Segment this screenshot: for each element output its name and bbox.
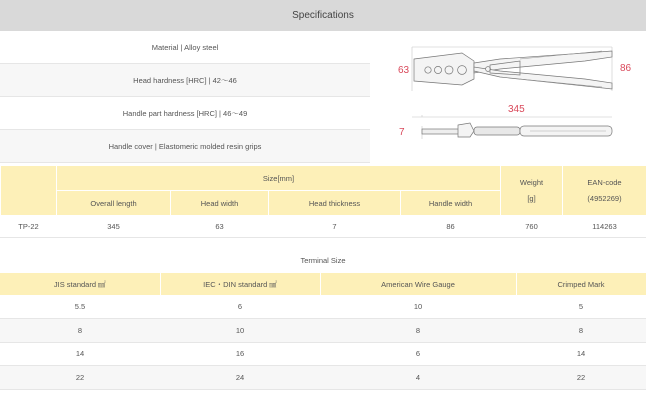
col-overall-length: Overall length xyxy=(57,191,171,216)
mark-cell: 14 xyxy=(516,342,646,366)
terminal-size-table xyxy=(0,273,646,390)
iec-cell: 6 xyxy=(160,295,320,319)
spec-head-hardness: Head hardness [HRC] | 42～46 xyxy=(0,64,370,97)
terminal-size-title: Terminal Size xyxy=(300,256,346,265)
spec-handle-cover: Handle cover | Elastomeric molded resin grips xyxy=(0,130,370,163)
head-thickness-cell: 7 xyxy=(269,216,401,238)
ean-header: EAN-code (4952269) xyxy=(563,166,646,216)
jis-cell: 5.5 xyxy=(0,295,160,319)
page-title: Specifications xyxy=(0,0,646,31)
awg-cell: 6 xyxy=(320,342,516,366)
table-row xyxy=(1,216,646,238)
head-width-dimension: 63 xyxy=(398,65,410,76)
iec-cell: 10 xyxy=(160,319,320,343)
model-header xyxy=(1,166,57,216)
spec-handle-hardness: Handle part hardness [HRC] | 46～49 xyxy=(0,97,370,130)
tool-dimension-diagram xyxy=(370,31,646,163)
size-group-header: Size[mm] xyxy=(57,166,501,191)
handle-width-dimension: 86 xyxy=(620,63,632,74)
crimper-top-view xyxy=(414,51,612,89)
jis-cell: 14 xyxy=(0,342,160,366)
iec-cell: 16 xyxy=(160,342,320,366)
weight-cell: 760 xyxy=(501,216,563,238)
crimper-side-view xyxy=(422,123,612,137)
size-table xyxy=(0,165,646,238)
head-thickness-dimension: 7 xyxy=(399,127,405,138)
jis-cell: 22 xyxy=(0,366,160,390)
spec-list xyxy=(0,31,370,163)
weight-header: Weight [g] xyxy=(501,166,563,216)
mark-cell: 22 xyxy=(516,366,646,390)
overall-length-dimension: 345 xyxy=(508,104,525,115)
mark-cell: 5 xyxy=(516,295,646,319)
table-row xyxy=(0,319,646,343)
awg-cell: 4 xyxy=(320,366,516,390)
iec-cell: 24 xyxy=(160,366,320,390)
col-jis: JIS standard ㎟ xyxy=(0,273,160,295)
model-cell: TP-22 xyxy=(1,216,57,238)
col-head-thickness: Head thickness xyxy=(269,191,401,216)
ean-cell: 114263 xyxy=(563,216,646,238)
handle-width-cell: 86 xyxy=(401,216,501,238)
head-width-cell: 63 xyxy=(171,216,269,238)
awg-cell: 10 xyxy=(320,295,516,319)
table-row xyxy=(0,366,646,390)
jis-cell: 8 xyxy=(0,319,160,343)
table-row xyxy=(0,295,646,319)
mark-cell: 8 xyxy=(516,319,646,343)
col-crimped-mark: Crimped Mark xyxy=(516,273,646,295)
spec-material: Material | Alloy steel xyxy=(0,31,370,64)
col-handle-width: Handle width xyxy=(401,191,501,216)
col-awg: American Wire Gauge xyxy=(320,273,516,295)
crimper-drawing xyxy=(370,31,646,163)
col-head-width: Head width xyxy=(171,191,269,216)
overall-length-cell: 345 xyxy=(57,216,171,238)
col-iec-din: IEC・DIN standard ㎟ xyxy=(160,273,320,295)
awg-cell: 8 xyxy=(320,319,516,343)
table-row xyxy=(0,342,646,366)
